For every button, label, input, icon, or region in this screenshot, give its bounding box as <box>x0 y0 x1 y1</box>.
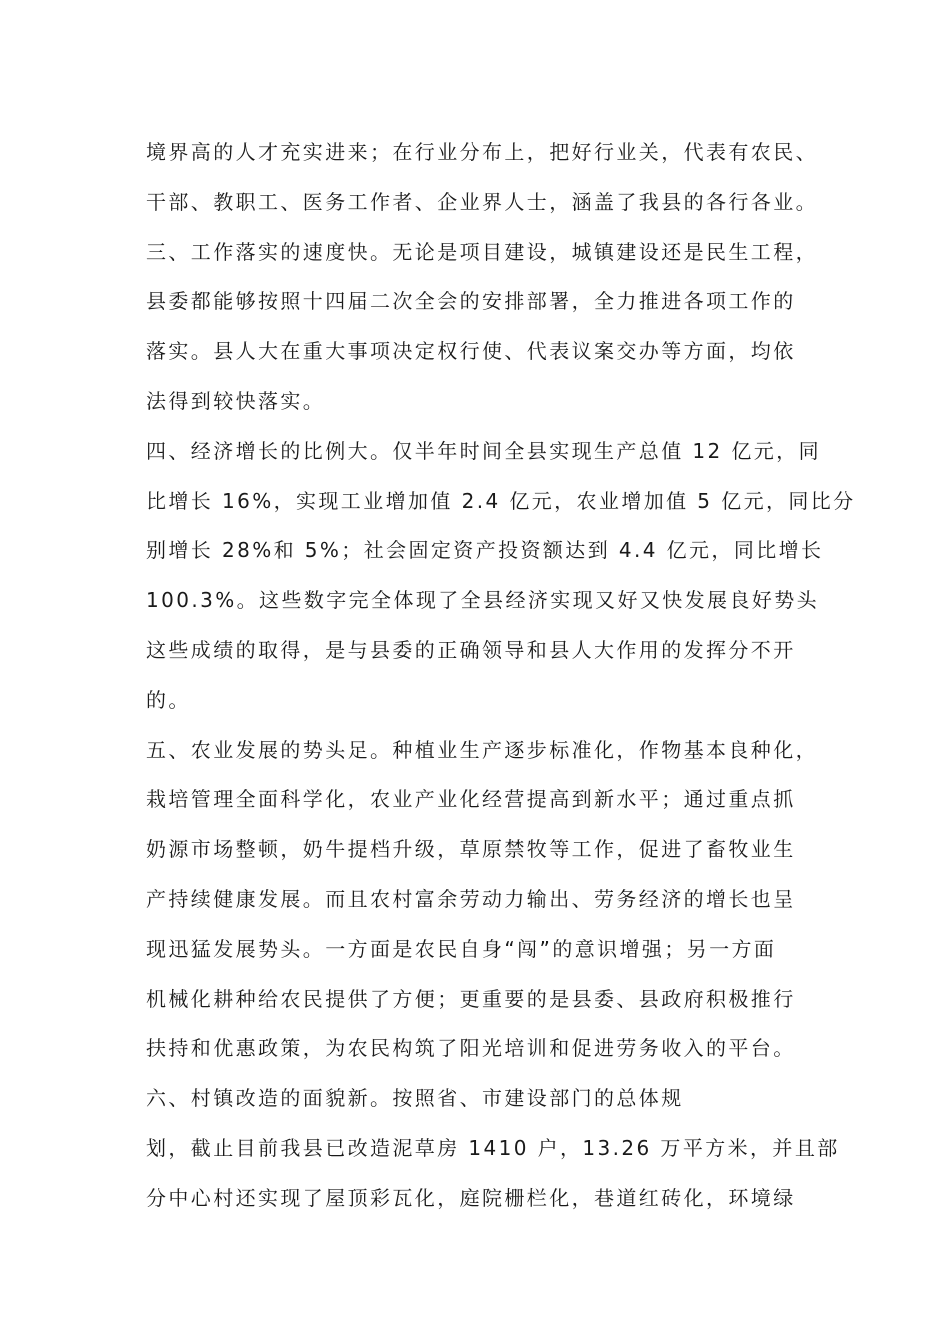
text-line: 奶源市场整顿，奶牛提档升级，草原禁牧等工作，促进了畜牧业生 <box>146 837 796 862</box>
text-line: 现迅猛发展势头。一方面是农民自身“闯”的意识增强；另一方面 <box>146 936 777 961</box>
text-line: 五、农业发展的势头足。种植业生产逐步标准化，作物基本良种化， <box>146 737 818 762</box>
text-line: 落实。县人大在重大事项决定权行使、代表议案交办等方面，均依 <box>146 339 796 364</box>
text-line: 县委都能够按照十四届二次全会的安排部署，全力推进各项工作的 <box>146 289 796 314</box>
text-line: 扶持和优惠政策，为农民构筑了阳光培训和促进劳务收入的平台。 <box>146 1036 796 1061</box>
text-line: 这些成绩的取得，是与县委的正确领导和县人大作用的发挥分不开 <box>146 637 796 662</box>
text-line: 机械化耕种给农民提供了方便；更重要的是县委、县政府积极推行 <box>146 986 796 1011</box>
text-line: 100.3%。这些数字完全体现了全县经济实现又好又快发展良好势头 <box>146 588 820 613</box>
text-line: 境界高的人才充实进来；在行业分布上，把好行业关，代表有农民、 <box>146 140 818 164</box>
text-line: 六、村镇改造的面貌新。按照省、市建设部门的总体规 <box>146 1086 684 1111</box>
text-line: 比增长 16%，实现工业增加值 2.4 亿元，农业增加值 5 亿元，同比分 <box>146 488 856 513</box>
body-text <box>146 128 856 1224</box>
text-line: 三、工作落实的速度快。无论是项目建设，城镇建设还是民生工程， <box>146 239 818 264</box>
text-line: 的。 <box>146 687 191 712</box>
text-line: 产持续健康发展。而且农村富余劳动力输出、劳务经济的增长也呈 <box>146 886 796 911</box>
text-line: 分中心村还实现了屋顶彩瓦化，庭院栅栏化，巷道红砖化，环境绿 <box>146 1185 796 1210</box>
text-line: 栽培管理全面科学化，农业产业化经营提高到新水平；通过重点抓 <box>146 787 796 812</box>
text-line: 干部、教职工、医务工作者、企业界人士，涵盖了我县的各行各业。 <box>146 189 818 214</box>
text-line: 法得到较快落实。 <box>146 388 326 413</box>
text-line: 划，截止目前我县已改造泥草房 1410 户，13.26 万平方米，并且部 <box>146 1135 840 1160</box>
text-line: 别增长 28%和 5%；社会固定资产投资额达到 4.4 亿元，同比增长 <box>146 538 824 563</box>
text-line: 四、经济增长的比例大。仅半年时间全县实现生产总值 12 亿元，同 <box>146 438 821 463</box>
